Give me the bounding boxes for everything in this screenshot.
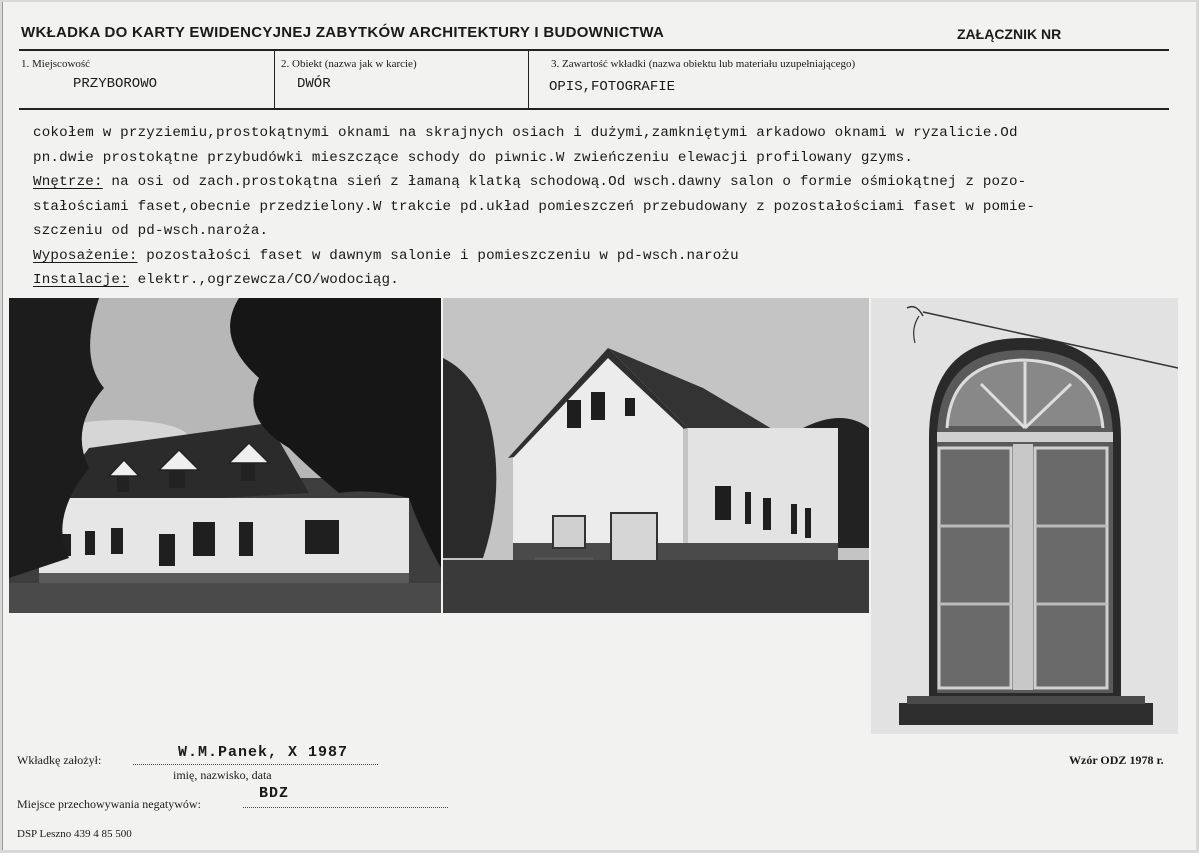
contents-label: 3. Zawartość wkładki (nazwa obiektu lub materiału uzupełniającego) bbox=[551, 58, 856, 70]
locality-value: PRZYBOROWO bbox=[73, 76, 158, 92]
record-card bbox=[2, 2, 1196, 850]
description-fragment: na osi od zach.prostokątna sień z łamaną klatką schodową.Od wsch.dawny salon o formie ośmiokątnej z pozo- bbox=[102, 174, 1027, 190]
field-divider-1 bbox=[274, 51, 275, 109]
description-text bbox=[33, 121, 1183, 293]
author-caption: imię, nazwisko, data bbox=[173, 768, 272, 782]
author-dotted-line bbox=[133, 764, 378, 765]
manor-front-photo bbox=[9, 298, 441, 613]
fields-rule bbox=[19, 108, 1169, 110]
description-line bbox=[33, 244, 1183, 269]
description-line bbox=[33, 170, 1183, 195]
locality-label: 1. Miejscowość bbox=[21, 58, 91, 70]
form-code: Wzór ODZ 1978 r. bbox=[1069, 753, 1164, 767]
card-title: WKŁADKA DO KARTY EWIDENCYJNEJ ZABYTKÓW ARCHITEKTURY I BUDOWNICTWA bbox=[21, 24, 665, 41]
header-rule bbox=[19, 49, 1169, 51]
description-fragment: pozostałości faset w dawnym salonie i pomieszczeniu w pd-wsch.narożu bbox=[137, 247, 739, 264]
negatives-label: Miejsce przechowywania negatywów: bbox=[17, 797, 201, 811]
interior-heading: Wnętrze: bbox=[33, 174, 103, 190]
installations-heading: Instalacje: bbox=[33, 272, 129, 288]
negatives-value: BDZ bbox=[259, 785, 290, 802]
print-code: DSP Leszno 439 4 85 500 bbox=[17, 828, 132, 840]
description-line: pn.dwie prostokątne przybudówki mieszczące schody do piwnic.W zwieńczeniu elewacji profilowany gzyms. bbox=[33, 149, 914, 166]
description-line: cokołem w przyziemiu,prostokątnymi oknami na skrajnych osiach i dużymi,zamkniętymi arkadowo oknami w ryzalicie.Od bbox=[33, 125, 1018, 141]
author-label: Wkładkę założył: bbox=[17, 753, 102, 767]
object-value: DWÓR bbox=[297, 76, 331, 92]
equipment-heading: Wyposażenie: bbox=[33, 247, 138, 264]
author-value: W.M.Panek, X 1987 bbox=[178, 744, 349, 761]
manor-gable-photo bbox=[443, 298, 869, 613]
description-fragment: elektr.,ogrzewcza/CO/wodociąg. bbox=[128, 272, 399, 288]
contents-value: OPIS,FOTOGRAFIE bbox=[549, 79, 676, 95]
attachment-number-label: ZAŁĄCZNIK NR bbox=[957, 26, 1062, 42]
negatives-dotted-line bbox=[243, 807, 448, 808]
description-line: stałościami faset,obecnie przedzielony.W trakcie pd.układ pomieszczeń przebudowany z pozostałościami faset w pomie- bbox=[33, 198, 1036, 215]
arched-window-photo bbox=[871, 298, 1178, 734]
field-divider-2 bbox=[528, 51, 529, 109]
description-line: szczeniu od pd-wsch.naroża. bbox=[33, 223, 269, 239]
object-label: 2. Obiekt (nazwa jak w karcie) bbox=[281, 58, 417, 70]
description-line bbox=[33, 268, 1183, 293]
